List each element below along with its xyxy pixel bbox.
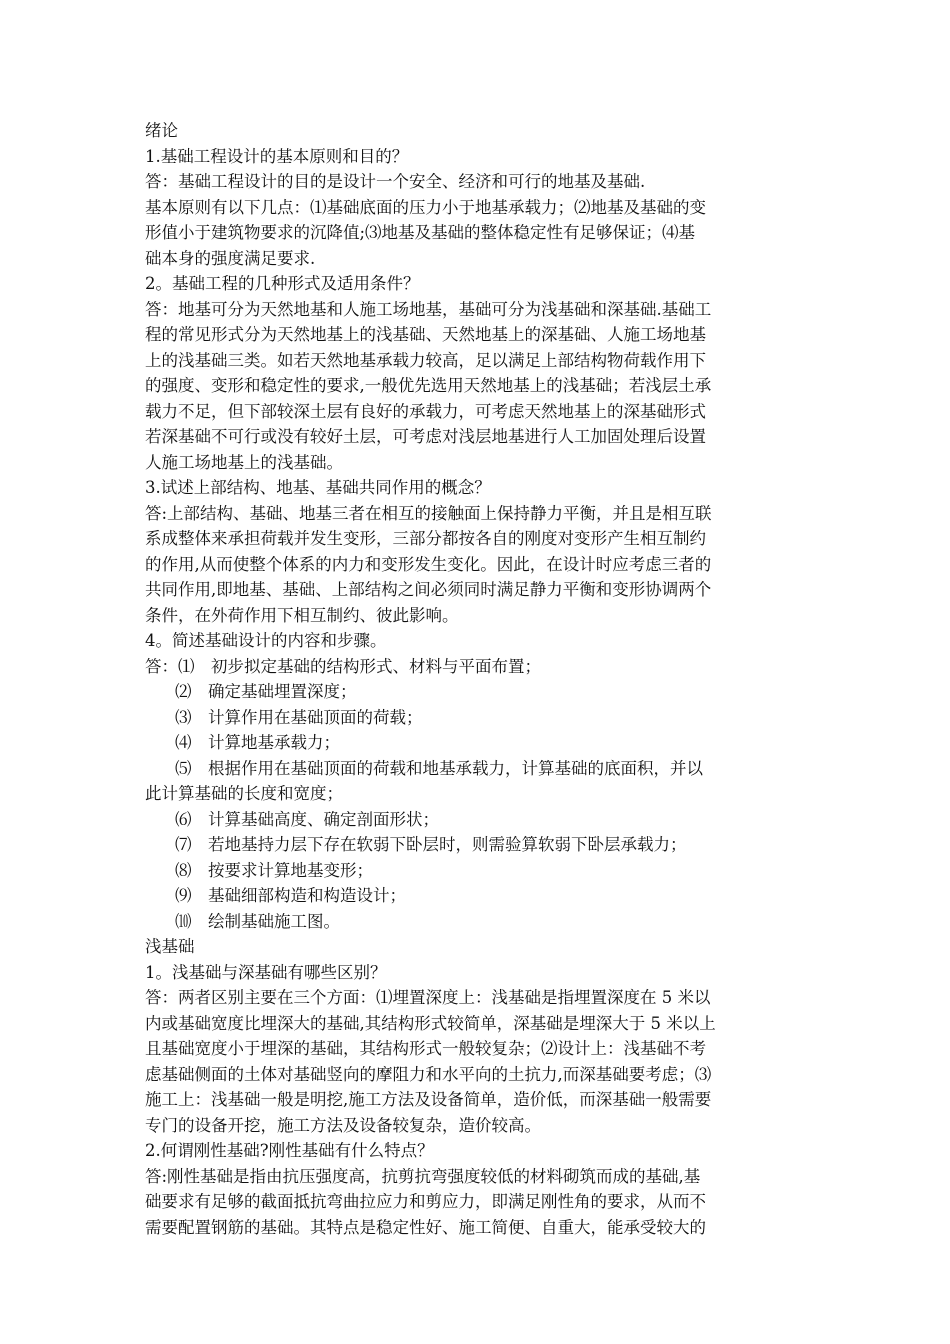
text-line: 共同作用,即地基、基础、上部结构之间必须同时满足静力平衡和变形协调两个 [145, 580, 712, 599]
text-line: 系成整体来承担荷载并发生变形，三部分都按各自的刚度对变形产生相互制约 [145, 529, 706, 548]
text-line: 基本原则有以下几点：⑴基础底面的压力小于地基承载力；⑵地基及基础的变 [145, 197, 706, 217]
text-line: 答：⑴ 初步拟定基础的结构形式、材料与平面布置； [145, 656, 541, 676]
text-line: 3.试述上部结构、地基、基础共同作用的概念？ [145, 478, 491, 497]
text-line: ⑹ 计算基础高度、确定剖面形状； [175, 809, 439, 829]
text-line: 2。基础工程的几种形式及适用条件？ [145, 274, 420, 293]
text-line: 1。浅基础与深基础有哪些区别？ [145, 962, 387, 982]
text-line: 人施工场地基上的浅基础。 [145, 452, 343, 472]
text-line: 虑基础侧面的土体对基础竖向的摩阻力和水平向的土抗力,而深基础要考虑；⑶ [145, 1064, 712, 1084]
text-line: ⑺ 若地基持力层下存在软弱下卧层时，则需验算软弱下卧层承载力； [175, 835, 687, 854]
document-page [145, 118, 815, 1240]
text-line: ⑽ 绘制基础施工图。 [175, 911, 340, 931]
text-line: 需要配置钢筋的基础。其特点是稳定性好、施工简便、自重大，能承受较大的 [145, 1217, 706, 1237]
text-line: 内或基础宽度比埋深大的基础,其结构形式较简单，深基础是埋深大于 5 米以上 [145, 1013, 716, 1033]
text-line: 1.基础工程设计的基本原则和目的？ [145, 146, 409, 166]
text-line: ⑻ 按要求计算地基变形； [175, 860, 373, 880]
text-line: 的作用,从而使整个体系的内力和变形发生变化。因此，在设计时应考虑三者的 [145, 554, 712, 574]
text-line: 上的浅基础三类。如若天然地基承载力较高，足以满足上部结构物荷载作用下 [145, 350, 706, 370]
text-line: ⑵ 确定基础埋置深度； [175, 682, 357, 701]
text-line: 此计算基础的长度和宽度； [145, 784, 343, 803]
text-line: 专门的设备开挖，施工方法及设备较复杂，造价较高。 [145, 1115, 541, 1135]
text-line: 且基础宽度小于埋深的基础，其结构形式一般较复杂；⑵设计上：浅基础不考 [145, 1039, 706, 1058]
text-line: 答:上部结构、基础、地基三者在相互的接触面上保持静力平衡，并且是相互联 [145, 503, 712, 523]
text-line: 施工上：浅基础一般是明挖,施工方法及设备简单，造价低，而深基础一般需要 [145, 1090, 712, 1109]
text-line: ⑼ 基础细部构造和构造设计； [175, 886, 406, 905]
text-line: 2.何谓刚性基础?刚性基础有什么特点？ [145, 1141, 434, 1160]
text-line: ⑷ 计算地基承载力； [175, 733, 340, 752]
text-line: 浅基础 [145, 937, 195, 956]
text-line: ⑶ 计算作用在基础顶面的荷载； [175, 707, 423, 727]
text-line: 绪论 [145, 121, 178, 140]
text-line: 答：两者区别主要在三个方面：⑴埋置深度上：浅基础是指埋置深度在 5 米以 [145, 988, 711, 1007]
text-line: 的强度、变形和稳定性的要求,一般优先选用天然地基上的浅基础；若浅层土承 [145, 376, 712, 395]
text-line: 础要求有足够的截面抵抗弯曲拉应力和剪应力，即满足刚性角的要求，从而不 [145, 1192, 706, 1211]
text-line: 答：地基可分为天然地基和人施工场地基，基础可分为浅基础和深基础.基础工 [145, 299, 712, 319]
text-line: 形值小于建筑物要求的沉降值;⑶地基及基础的整体稳定性有足够保证；⑷基 [145, 223, 696, 242]
text-line: ⑸ 根据作用在基础顶面的荷载和地基承载力，计算基础的底面积，并以 [175, 758, 703, 778]
text-line: 载力不足，但下部较深土层有良好的承载力，可考虑天然地基上的深基础形式 [145, 401, 706, 421]
text-line: 4。简述基础设计的内容和步骤。 [145, 631, 387, 650]
text-line: 答:刚性基础是指由抗压强度高，抗剪抗弯强度较低的材料砌筑而成的基础,基 [145, 1166, 701, 1186]
text-line: 答：基础工程设计的目的是设计一个安全、经济和可行的地基及基础. [145, 172, 646, 191]
text-line: 若深基础不可行或没有较好土层，可考虑对浅层地基进行人工加固处理后设置 [145, 427, 706, 446]
text-line: 础本身的强度满足要求. [145, 248, 316, 268]
text-line: 程的常见形式分为天然地基上的浅基础、天然地基上的深基础、人施工场地基 [145, 325, 706, 344]
text-line: 条件，在外荷作用下相互制约、彼此影响。 [145, 605, 459, 625]
